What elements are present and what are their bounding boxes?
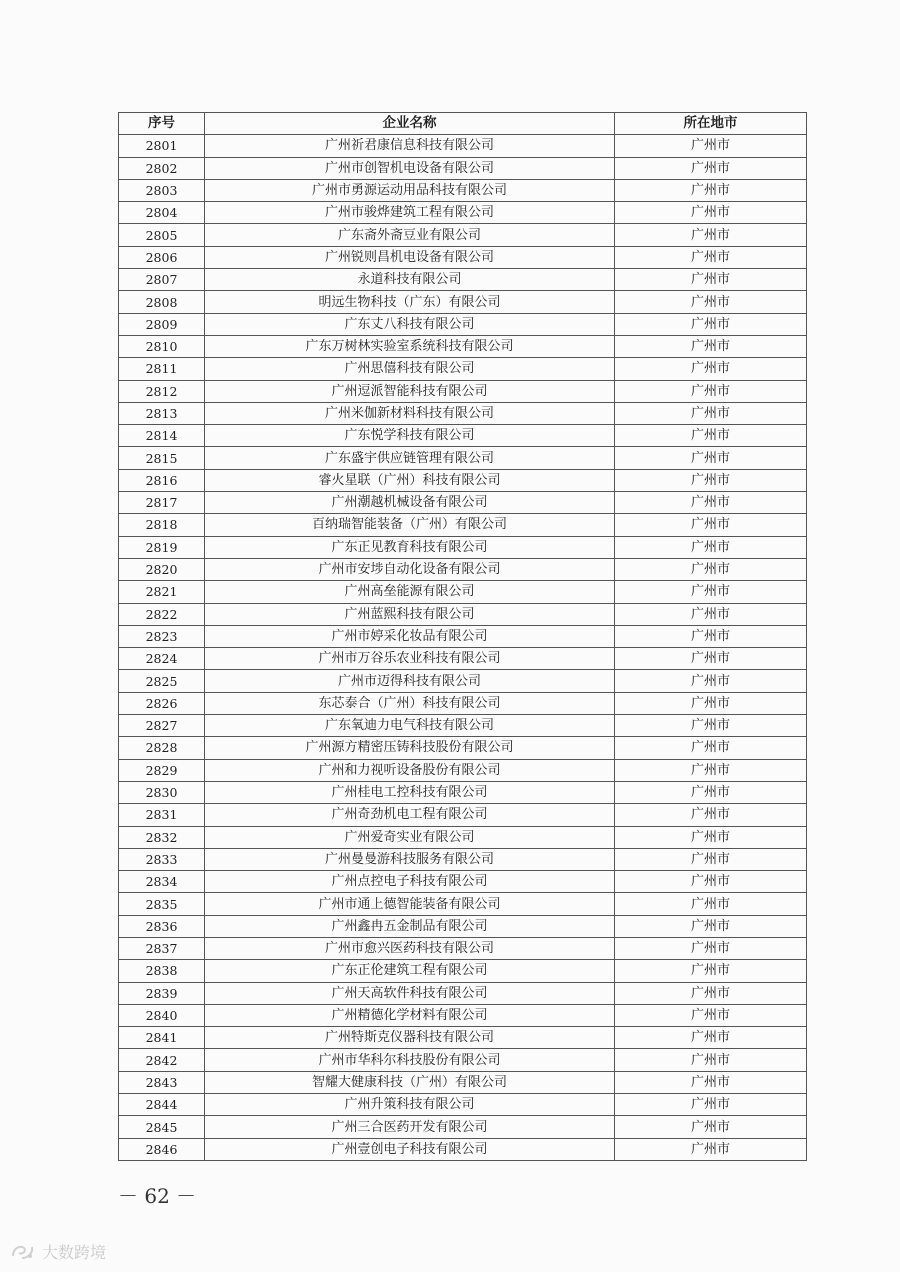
cell-serial-number: 2807 <box>119 269 205 291</box>
cell-city: 广州市 <box>615 469 807 491</box>
table-row <box>119 915 807 937</box>
cell-city: 广州市 <box>615 157 807 179</box>
cell-serial-number: 2802 <box>119 157 205 179</box>
cell-company-name: 广州和力视听设备股份有限公司 <box>205 759 615 781</box>
cell-company-name: 广州市万谷乐农业科技有限公司 <box>205 648 615 670</box>
cell-city: 广州市 <box>615 335 807 357</box>
cell-serial-number: 2831 <box>119 804 205 826</box>
cell-serial-number: 2829 <box>119 759 205 781</box>
cell-company-name: 广州桂电工控科技有限公司 <box>205 781 615 803</box>
cell-city: 广州市 <box>615 1094 807 1116</box>
cell-city: 广州市 <box>615 1071 807 1093</box>
table-row <box>119 1138 807 1160</box>
cell-city: 广州市 <box>615 692 807 714</box>
cell-company-name: 智耀大健康科技（广州）有限公司 <box>205 1071 615 1093</box>
cell-serial-number: 2833 <box>119 848 205 870</box>
table-row <box>119 893 807 915</box>
table-row <box>119 157 807 179</box>
table-row <box>119 871 807 893</box>
cell-company-name: 广州市骏烨建筑工程有限公司 <box>205 202 615 224</box>
table-row <box>119 1116 807 1138</box>
cell-serial-number: 2830 <box>119 781 205 803</box>
table-row <box>119 1004 807 1026</box>
cell-city: 广州市 <box>615 893 807 915</box>
cell-company-name: 广东正伦建筑工程有限公司 <box>205 960 615 982</box>
cell-company-name: 永道科技有限公司 <box>205 269 615 291</box>
table-row <box>119 514 807 536</box>
cell-city: 广州市 <box>615 603 807 625</box>
cell-city: 广州市 <box>615 536 807 558</box>
table-row <box>119 759 807 781</box>
table-row <box>119 692 807 714</box>
cell-serial-number: 2840 <box>119 1004 205 1026</box>
cell-company-name: 广州精德化学材料有限公司 <box>205 1004 615 1026</box>
cell-city: 广州市 <box>615 581 807 603</box>
cell-serial-number: 2810 <box>119 335 205 357</box>
cell-city: 广州市 <box>615 1027 807 1049</box>
cell-city: 广州市 <box>615 625 807 647</box>
cell-company-name: 广州市愈兴医药科技有限公司 <box>205 937 615 959</box>
table-row <box>119 781 807 803</box>
cell-company-name: 广州奇劲机电工程有限公司 <box>205 804 615 826</box>
cell-serial-number: 2828 <box>119 737 205 759</box>
cell-company-name: 广州鑫冉五金制品有限公司 <box>205 915 615 937</box>
page-number: － 62 － <box>118 1184 197 1208</box>
cell-serial-number: 2811 <box>119 358 205 380</box>
cell-serial-number: 2832 <box>119 826 205 848</box>
table-row <box>119 826 807 848</box>
table-row <box>119 737 807 759</box>
cell-city: 广州市 <box>615 670 807 692</box>
table-row <box>119 402 807 424</box>
cell-serial-number: 2824 <box>119 648 205 670</box>
table-row <box>119 1071 807 1093</box>
cell-city: 广州市 <box>615 804 807 826</box>
cell-city: 广州市 <box>615 737 807 759</box>
cell-city: 广州市 <box>615 1049 807 1071</box>
cell-serial-number: 2823 <box>119 625 205 647</box>
cell-company-name: 广东盛宇供应链管理有限公司 <box>205 447 615 469</box>
cell-serial-number: 2816 <box>119 469 205 491</box>
cell-serial-number: 2809 <box>119 313 205 335</box>
cell-serial-number: 2805 <box>119 224 205 246</box>
table-row <box>119 558 807 580</box>
cell-serial-number: 2835 <box>119 893 205 915</box>
cell-company-name: 广州天高软件科技有限公司 <box>205 982 615 1004</box>
cell-serial-number: 2841 <box>119 1027 205 1049</box>
cell-company-name: 广州壹创电子科技有限公司 <box>205 1138 615 1160</box>
watermark-text: 大数跨境 <box>42 1243 107 1262</box>
cell-company-name: 明远生物科技（广东）有限公司 <box>205 291 615 313</box>
table-row <box>119 536 807 558</box>
table-row <box>119 447 807 469</box>
cell-company-name: 广东丈八科技有限公司 <box>205 313 615 335</box>
table-header-row <box>119 113 807 135</box>
cell-company-name: 睿火星联（广州）科技有限公司 <box>205 469 615 491</box>
cell-city: 广州市 <box>615 246 807 268</box>
cell-serial-number: 2822 <box>119 603 205 625</box>
table-body <box>119 135 807 1161</box>
cell-company-name: 广州爱奇实业有限公司 <box>205 826 615 848</box>
cell-serial-number: 2842 <box>119 1049 205 1071</box>
table-row <box>119 313 807 335</box>
table-row <box>119 179 807 201</box>
table-row <box>119 135 807 157</box>
table-row <box>119 380 807 402</box>
cell-company-name: 广东氧迪力电气科技有限公司 <box>205 715 615 737</box>
cell-city: 广州市 <box>615 759 807 781</box>
enterprise-table-container <box>118 112 806 1161</box>
cell-company-name: 广东斋外斋豆业有限公司 <box>205 224 615 246</box>
cell-company-name: 广州源方精密压铸科技股份有限公司 <box>205 737 615 759</box>
table-row <box>119 670 807 692</box>
cell-company-name: 广州思僖科技有限公司 <box>205 358 615 380</box>
cell-serial-number: 2806 <box>119 246 205 268</box>
cell-city: 广州市 <box>615 380 807 402</box>
table-row <box>119 358 807 380</box>
table-row <box>119 804 807 826</box>
cell-city: 广州市 <box>615 492 807 514</box>
cell-serial-number: 2838 <box>119 960 205 982</box>
cell-company-name: 广州米伽新材料科技有限公司 <box>205 402 615 424</box>
cell-serial-number: 2819 <box>119 536 205 558</box>
table-row <box>119 425 807 447</box>
cell-company-name: 百纳瑞智能装备（广州）有限公司 <box>205 514 615 536</box>
cell-serial-number: 2821 <box>119 581 205 603</box>
cell-city: 广州市 <box>615 447 807 469</box>
cell-serial-number: 2826 <box>119 692 205 714</box>
cell-serial-number: 2827 <box>119 715 205 737</box>
cell-serial-number: 2834 <box>119 871 205 893</box>
cell-city: 广州市 <box>615 425 807 447</box>
cell-serial-number: 2825 <box>119 670 205 692</box>
table-row <box>119 246 807 268</box>
cell-city: 广州市 <box>615 313 807 335</box>
cell-city: 广州市 <box>615 982 807 1004</box>
cell-company-name: 广东正见教育科技有限公司 <box>205 536 615 558</box>
cell-city: 广州市 <box>615 291 807 313</box>
table-row <box>119 224 807 246</box>
table-row <box>119 603 807 625</box>
cell-company-name: 广州市迈得科技有限公司 <box>205 670 615 692</box>
cell-serial-number: 2814 <box>119 425 205 447</box>
cell-serial-number: 2804 <box>119 202 205 224</box>
cell-company-name: 广州曼曼游科技服务有限公司 <box>205 848 615 870</box>
cell-serial-number: 2818 <box>119 514 205 536</box>
cell-city: 广州市 <box>615 358 807 380</box>
cell-company-name: 广州潮越机械设备有限公司 <box>205 492 615 514</box>
cell-serial-number: 2813 <box>119 402 205 424</box>
table-row <box>119 625 807 647</box>
cell-city: 广州市 <box>615 871 807 893</box>
cell-city: 广州市 <box>615 202 807 224</box>
cell-city: 广州市 <box>615 224 807 246</box>
watermark <box>10 1240 106 1263</box>
table-row <box>119 648 807 670</box>
table-row <box>119 291 807 313</box>
cell-city: 广州市 <box>615 715 807 737</box>
cell-serial-number: 2836 <box>119 915 205 937</box>
header-city: 所在地市 <box>615 113 807 135</box>
cell-company-name: 广州市婷采化妆品有限公司 <box>205 625 615 647</box>
table-row <box>119 335 807 357</box>
cell-serial-number: 2839 <box>119 982 205 1004</box>
cell-company-name: 东芯泰合（广州）科技有限公司 <box>205 692 615 714</box>
table-row <box>119 1049 807 1071</box>
cell-city: 广州市 <box>615 1116 807 1138</box>
cell-company-name: 广东万树林实验室系统科技有限公司 <box>205 335 615 357</box>
enterprise-table <box>118 112 807 1161</box>
cell-city: 广州市 <box>615 269 807 291</box>
table-row <box>119 202 807 224</box>
cell-serial-number: 2843 <box>119 1071 205 1093</box>
table-row <box>119 1094 807 1116</box>
cell-serial-number: 2817 <box>119 492 205 514</box>
header-company-name: 企业名称 <box>205 113 615 135</box>
cell-company-name: 广州特斯克仪器科技有限公司 <box>205 1027 615 1049</box>
cell-city: 广州市 <box>615 135 807 157</box>
cell-company-name: 广州高垒能源有限公司 <box>205 581 615 603</box>
cell-city: 广州市 <box>615 915 807 937</box>
cell-company-name: 广州市华科尔科技股份有限公司 <box>205 1049 615 1071</box>
cell-serial-number: 2803 <box>119 179 205 201</box>
cell-serial-number: 2844 <box>119 1094 205 1116</box>
cell-company-name: 广州锐则昌机电设备有限公司 <box>205 246 615 268</box>
cell-company-name: 广东悦学科技有限公司 <box>205 425 615 447</box>
cell-serial-number: 2801 <box>119 135 205 157</box>
table-row <box>119 469 807 491</box>
table-row <box>119 492 807 514</box>
cell-serial-number: 2808 <box>119 291 205 313</box>
cell-city: 广州市 <box>615 826 807 848</box>
table-row <box>119 1027 807 1049</box>
cell-company-name: 广州三合医药开发有限公司 <box>205 1116 615 1138</box>
cell-city: 广州市 <box>615 1004 807 1026</box>
cell-company-name: 广州市创智机电设备有限公司 <box>205 157 615 179</box>
cell-serial-number: 2837 <box>119 937 205 959</box>
table-row <box>119 848 807 870</box>
cell-serial-number: 2845 <box>119 1116 205 1138</box>
header-serial-number: 序号 <box>119 113 205 135</box>
watermark-logo-icon <box>10 1242 36 1262</box>
table-row <box>119 937 807 959</box>
cell-city: 广州市 <box>615 402 807 424</box>
cell-city: 广州市 <box>615 179 807 201</box>
cell-city: 广州市 <box>615 848 807 870</box>
table-row <box>119 715 807 737</box>
cell-city: 广州市 <box>615 781 807 803</box>
cell-company-name: 广州逗派智能科技有限公司 <box>205 380 615 402</box>
cell-company-name: 广州蓝熙科技有限公司 <box>205 603 615 625</box>
table-row <box>119 581 807 603</box>
cell-serial-number: 2820 <box>119 558 205 580</box>
table-row <box>119 269 807 291</box>
cell-serial-number: 2846 <box>119 1138 205 1160</box>
table-row <box>119 982 807 1004</box>
cell-company-name: 广州市通上德智能装备有限公司 <box>205 893 615 915</box>
cell-company-name: 广州点控电子科技有限公司 <box>205 871 615 893</box>
cell-city: 广州市 <box>615 648 807 670</box>
cell-serial-number: 2812 <box>119 380 205 402</box>
cell-company-name: 广州市安埗自动化设备有限公司 <box>205 558 615 580</box>
cell-city: 广州市 <box>615 937 807 959</box>
cell-city: 广州市 <box>615 1138 807 1160</box>
cell-serial-number: 2815 <box>119 447 205 469</box>
cell-company-name: 广州市勇源运动用品科技有限公司 <box>205 179 615 201</box>
cell-city: 广州市 <box>615 514 807 536</box>
cell-city: 广州市 <box>615 960 807 982</box>
table-row <box>119 960 807 982</box>
cell-city: 广州市 <box>615 558 807 580</box>
cell-company-name: 广州祈君康信息科技有限公司 <box>205 135 615 157</box>
cell-company-name: 广州升策科技有限公司 <box>205 1094 615 1116</box>
